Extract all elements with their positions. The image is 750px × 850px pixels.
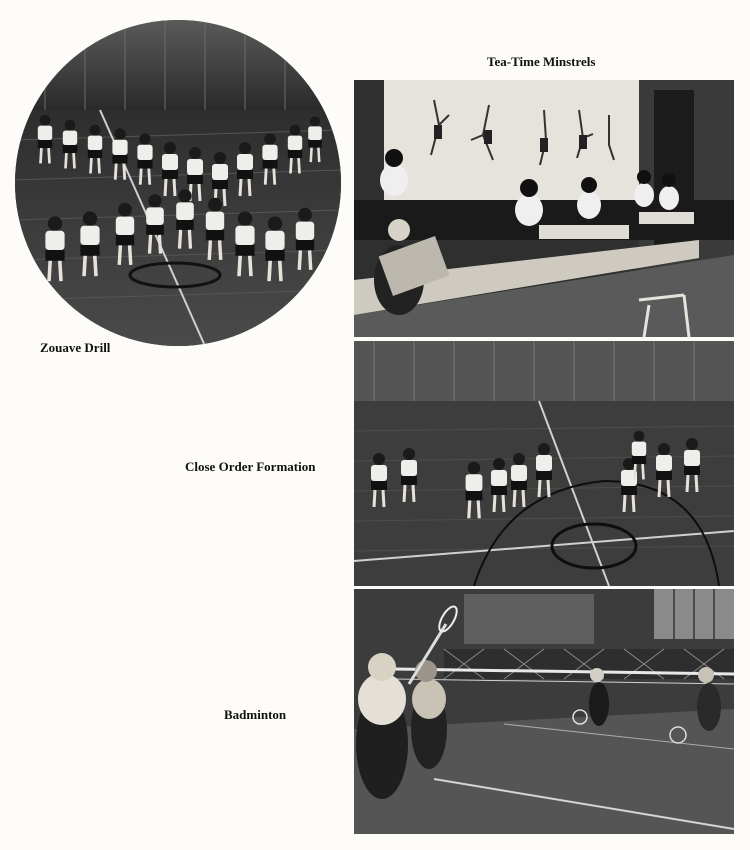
caption-badminton: Badminton <box>224 707 287 722</box>
photo-close-order-formation <box>354 341 734 586</box>
caption-zouave-drill: Zouave Drill <box>40 340 111 355</box>
caption-close-order-formation: Close Order Formation <box>185 459 316 474</box>
caption-tea-time-minstrels: Tea-Time Minstrels <box>487 54 596 69</box>
photo-badminton <box>354 589 734 834</box>
photo-tea-time-minstrels <box>354 80 734 337</box>
photo-zouave-drill <box>15 20 341 346</box>
